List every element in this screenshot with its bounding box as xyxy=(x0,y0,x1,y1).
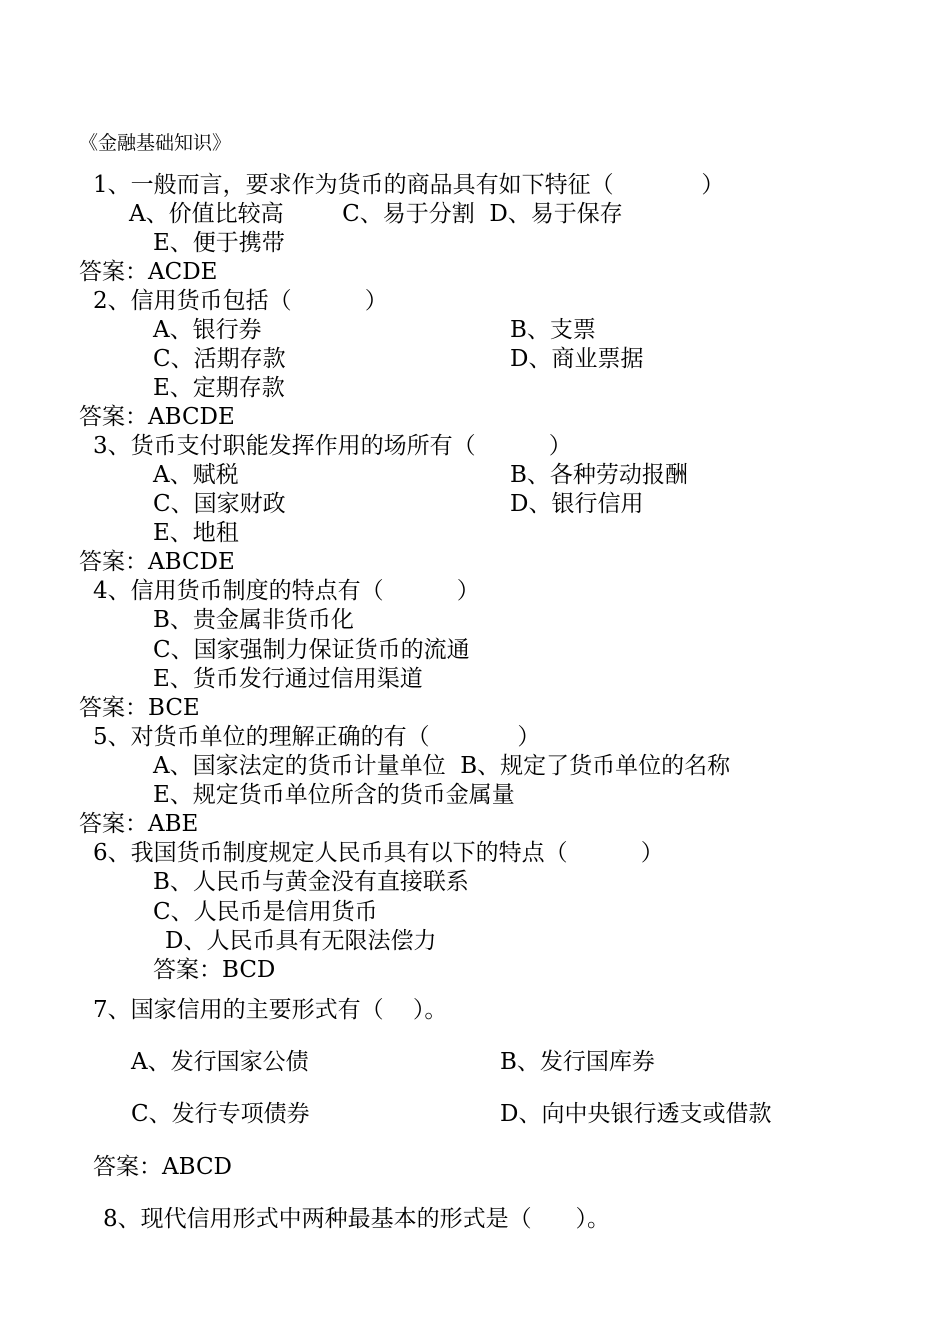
question-7-option-d: D、向中央银行透支或借款 xyxy=(500,1101,772,1127)
question-4-option-c: C、国家强制力保证货币的流通 xyxy=(153,637,470,663)
question-6-option-b: B、人民币与黄金没有直接联系 xyxy=(153,869,469,895)
question-3-option-a: A、赋税 xyxy=(153,462,239,488)
question-6-stem: 6、我国货币制度规定人民币具有以下的特点（ ） xyxy=(93,840,664,866)
question-7-option-b: B、发行国库券 xyxy=(500,1049,655,1075)
question-5-stem: 5、对货币单位的理解正确的有（ ） xyxy=(93,724,541,750)
question-1-options-row-1: A、价值比较高 C、易于分割 D、易于保存 xyxy=(129,201,623,227)
question-2-stem: 2、信用货币包括（ ） xyxy=(93,288,388,314)
question-1-stem: 1、一般而言，要求作为货币的商品具有如下特征（ ） xyxy=(93,172,725,198)
question-7-answer: 答案：ABCD xyxy=(93,1154,232,1180)
question-3-option-c: C、国家财政 xyxy=(153,491,286,517)
question-3-option-b: B、各种劳动报酬 xyxy=(510,462,688,488)
question-3-option-e: E、地租 xyxy=(153,520,239,546)
question-8-stem: 8、现代信用形式中两种最基本的形式是（ ）。 xyxy=(103,1206,610,1232)
question-5-option-e: E、规定货币单位所含的货币金属量 xyxy=(153,782,515,808)
question-6-option-c: C、人民币是信用货币 xyxy=(153,899,378,925)
question-4-option-e: E、货币发行通过信用渠道 xyxy=(153,666,423,692)
question-2-option-e: E、定期存款 xyxy=(153,375,285,401)
question-6-option-d: D、人民币具有无限法偿力 xyxy=(165,928,437,954)
question-2-option-c: C、活期存款 xyxy=(153,346,286,372)
question-3-stem: 3、货币支付职能发挥作用的场所有（ ） xyxy=(93,433,572,459)
question-4-stem: 4、信用货币制度的特点有（ ） xyxy=(93,578,480,604)
question-2-answer: 答案：ABCDE xyxy=(79,404,235,430)
question-1-answer: 答案：ACDE xyxy=(79,259,218,285)
question-2-option-b: B、支票 xyxy=(510,317,596,343)
question-3-option-d: D、银行信用 xyxy=(510,491,644,517)
question-3-answer: 答案：ABCDE xyxy=(79,549,235,575)
question-5-answer: 答案：ABE xyxy=(79,811,199,837)
question-5-options-row-1: A、国家法定的货币计量单位 B、规定了货币单位的名称 xyxy=(153,753,731,779)
question-7-stem: 7、国家信用的主要形式有（ ）。 xyxy=(93,997,448,1023)
question-4-answer: 答案：BCE xyxy=(79,695,200,721)
question-7-option-a: A、发行国家公债 xyxy=(131,1049,309,1075)
question-7-option-c: C、发行专项债券 xyxy=(131,1101,310,1127)
document-title: 《金融基础知识》 xyxy=(79,132,232,154)
question-6-answer: 答案：BCD xyxy=(153,957,276,983)
question-4-option-b: B、贵金属非货币化 xyxy=(153,607,354,633)
question-2-option-d: D、商业票据 xyxy=(510,346,644,372)
question-1-option-e: E、便于携带 xyxy=(153,230,285,256)
question-2-option-a: A、银行券 xyxy=(153,317,262,343)
